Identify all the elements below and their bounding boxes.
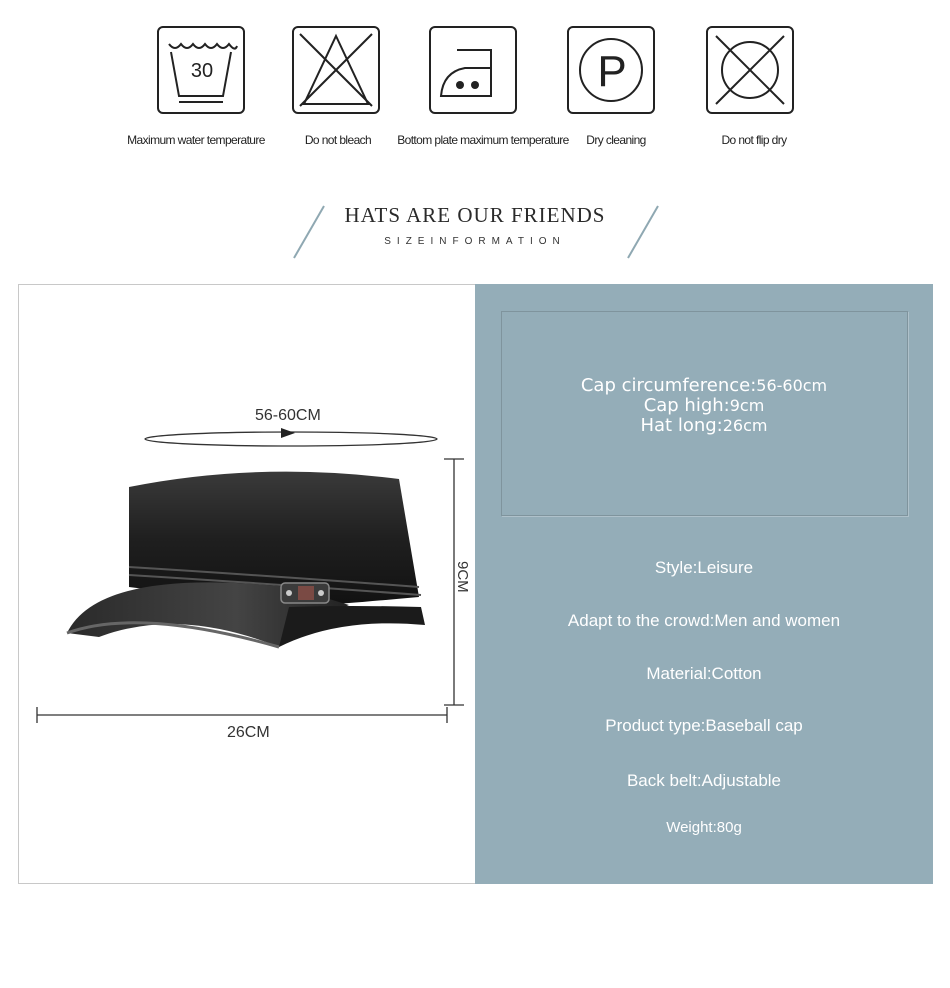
hat-long-key: Hat long: xyxy=(640,415,723,436)
dry-clean-icon xyxy=(567,26,655,114)
no-tumble-dry-icon xyxy=(706,26,794,114)
length-dimension-line xyxy=(33,705,453,725)
cap-circumference-key: Cap circumference: xyxy=(580,375,757,396)
care-label-no-bleach: Do not bleach xyxy=(304,133,372,147)
spec-panel xyxy=(475,284,933,884)
iron-icon xyxy=(429,26,517,114)
hat-long-spec xyxy=(475,416,933,436)
banner-subtitle: SIZEINFORMATION xyxy=(384,236,566,247)
no-bleach-icon xyxy=(292,26,380,114)
cap-high-key: Cap high: xyxy=(643,395,730,416)
hat-long-value: 26cm xyxy=(722,416,768,435)
circumference-ellipse xyxy=(139,425,439,455)
wash-temperature-value: 30 xyxy=(190,60,214,82)
care-label-iron-temperature: Bottom plate maximum temperature xyxy=(397,133,569,147)
care-label-no-flip-dry: Do not flip dry xyxy=(721,133,787,147)
care-label-water-temperature: Maximum water temperature xyxy=(127,133,265,147)
product-type-spec: Product type:Baseball cap xyxy=(605,716,803,735)
crowd-spec: Adapt to the crowd:Men and women xyxy=(567,611,841,630)
back-belt-spec: Back belt:Adjustable xyxy=(626,771,782,790)
banner-title: HATS ARE OUR FRIENDS xyxy=(344,203,606,227)
cap-circumference-value: 56-60cm xyxy=(756,376,828,395)
dry-clean-letter: P xyxy=(597,47,627,96)
cap-circumference-spec xyxy=(475,376,933,396)
care-label-dry-cleaning: Dry cleaning xyxy=(586,133,646,147)
wash-tub-icon xyxy=(157,26,245,114)
height-label: 9CM xyxy=(454,561,471,593)
flat-cap-image xyxy=(59,457,439,697)
product-image-panel xyxy=(18,284,475,884)
weight-spec: Weight:80g xyxy=(666,819,742,836)
circumference-label: 56-60CM xyxy=(255,407,321,424)
length-label: 26CM xyxy=(227,724,270,741)
cap-high-spec xyxy=(475,396,933,416)
material-spec: Material:Cotton xyxy=(646,664,762,683)
cap-high-value: 9cm xyxy=(729,396,765,415)
style-spec: Style:Leisure xyxy=(654,558,754,577)
